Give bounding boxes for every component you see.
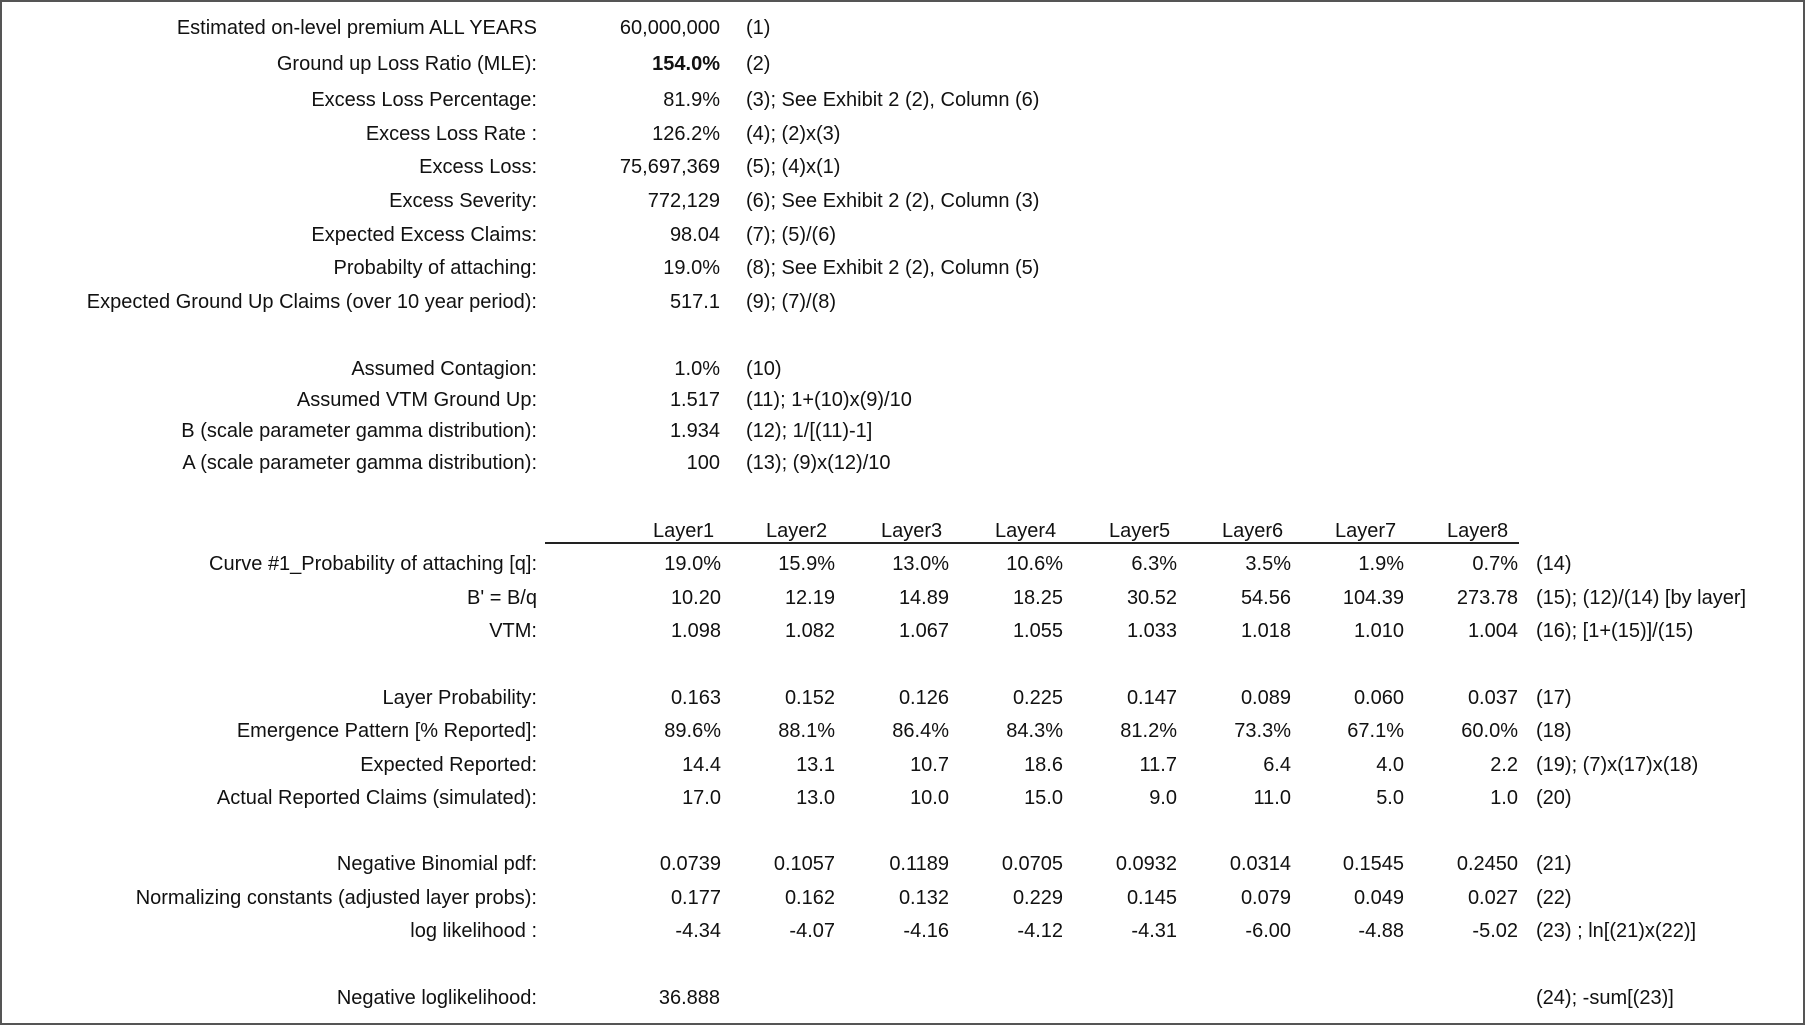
layer-header: Layer4 xyxy=(995,520,1057,542)
layer-row xyxy=(0,883,1807,913)
summary-row xyxy=(0,253,1807,283)
layer-value: 54.56 xyxy=(1240,587,1291,609)
row-note: (7); (5)/(6) xyxy=(746,224,836,246)
layer-value: 88.1% xyxy=(778,720,835,742)
summary-row xyxy=(0,152,1807,182)
row-value: 1.517 xyxy=(669,389,720,411)
layer-value: 10.0 xyxy=(910,787,949,809)
parameter-row xyxy=(0,385,1807,415)
parameter-row xyxy=(0,448,1807,478)
row-label: Normalizing constants (adjusted layer probs): xyxy=(135,887,537,909)
row-note: (19); (7)x(17)x(18) xyxy=(1536,754,1699,776)
row-label: A (scale parameter gamma distribution): xyxy=(182,452,537,474)
layer-value: 13.1 xyxy=(796,754,835,776)
layer-value: 1.004 xyxy=(1467,620,1518,642)
layer-value: 15.0 xyxy=(1024,787,1063,809)
row-value: 517.1 xyxy=(669,291,720,313)
row-value: 1.0% xyxy=(674,358,720,380)
row-label: Estimated on-level premium ALL YEARS xyxy=(176,17,537,39)
layer-value: 0.1189 xyxy=(889,853,949,875)
layer-value: 10.7 xyxy=(910,754,949,776)
layer-value: 17.0 xyxy=(682,787,721,809)
layer-value: 2.2 xyxy=(1490,754,1518,776)
layer-value: 13.0 xyxy=(796,787,835,809)
layer-value: 0.126 xyxy=(898,687,949,709)
layer-value: 89.6% xyxy=(664,720,721,742)
layer-header: Layer8 xyxy=(1447,520,1509,542)
row-label: Layer Probability: xyxy=(382,687,537,709)
layer-value: 0.132 xyxy=(898,887,949,909)
row-note: (2) xyxy=(746,53,771,75)
layer-value: 13.0% xyxy=(892,553,949,575)
row-value: 19.0% xyxy=(663,257,720,279)
layer-value: 14.4 xyxy=(682,754,721,776)
layer-value: 0.037 xyxy=(1467,687,1518,709)
row-label: VTM: xyxy=(489,620,537,642)
summary-row xyxy=(0,186,1807,216)
row-note: (3); See Exhibit 2 (2), Column (6) xyxy=(746,89,1040,111)
layer-row xyxy=(0,750,1807,780)
row-label: Expected Ground Up Claims (over 10 year period): xyxy=(86,291,537,313)
layer-value: 11.0 xyxy=(1253,787,1291,809)
layer-value: 1.0 xyxy=(1490,787,1518,809)
layer-value: 0.027 xyxy=(1467,887,1518,909)
layer-value: 1.9% xyxy=(1358,553,1404,575)
row-note: (9); (7)/(8) xyxy=(746,291,836,313)
row-label: Negative loglikelihood: xyxy=(336,987,537,1009)
row-note: (10) xyxy=(746,358,782,380)
layer-value: 0.162 xyxy=(784,887,835,909)
layer-value: 1.098 xyxy=(670,620,721,642)
final-row xyxy=(0,983,1807,1013)
layer-value: 0.0739 xyxy=(659,853,721,875)
layer-value: 3.5% xyxy=(1245,553,1291,575)
row-note: (23) ; ln[(21)x(22)] xyxy=(1536,920,1697,942)
row-note: (20) xyxy=(1536,787,1572,809)
row-value: 81.9% xyxy=(663,89,720,111)
layer-value: 4.0 xyxy=(1376,754,1404,776)
row-value: 100 xyxy=(686,452,720,474)
layer-row xyxy=(0,616,1807,646)
summary-row xyxy=(0,119,1807,149)
layer-value: 9.0 xyxy=(1149,787,1177,809)
layer-value: -4.16 xyxy=(903,920,949,942)
row-value: 60,000,000 xyxy=(619,17,720,39)
layer-value: 0.147 xyxy=(1126,687,1177,709)
layer-header-underline xyxy=(545,542,1519,544)
row-label: Excess Loss: xyxy=(419,156,537,178)
row-note: (16); [1+(15)]/(15) xyxy=(1536,620,1694,642)
layer-value: 1.055 xyxy=(1012,620,1063,642)
row-value: 154.0% xyxy=(652,53,720,75)
layer-value: 10.6% xyxy=(1006,553,1063,575)
layer-value: 12.19 xyxy=(784,587,835,609)
layer-row xyxy=(0,583,1807,613)
row-note: (18) xyxy=(1536,720,1572,742)
row-label: Probabilty of attaching: xyxy=(333,257,537,279)
layer-value: 0.0932 xyxy=(1115,853,1177,875)
row-label: log likelihood : xyxy=(410,920,537,942)
row-label: Expected Reported: xyxy=(360,754,537,776)
layer-value: 10.20 xyxy=(670,587,721,609)
layer-value: 60.0% xyxy=(1461,720,1518,742)
layer-row xyxy=(0,716,1807,746)
row-label: Assumed Contagion: xyxy=(351,358,537,380)
layer-header: Layer6 xyxy=(1222,520,1284,542)
layer-value: 0.2450 xyxy=(1456,853,1518,875)
row-label: Emergence Pattern [% Reported]: xyxy=(236,720,537,742)
layer-value: 0.225 xyxy=(1012,687,1063,709)
layer-value: 0.7% xyxy=(1472,553,1518,575)
layer-value: 0.079 xyxy=(1240,887,1291,909)
layer-value: 0.1545 xyxy=(1342,853,1404,875)
row-note: (5); (4)x(1) xyxy=(746,156,841,178)
row-note: (1) xyxy=(746,17,771,39)
layer-value: 0.1057 xyxy=(773,853,835,875)
layer-value: 0.0314 xyxy=(1229,853,1291,875)
row-label: Curve #1_Probability of attaching [q]: xyxy=(209,553,537,575)
layer-value: 1.018 xyxy=(1240,620,1291,642)
layer-value: 18.6 xyxy=(1024,754,1063,776)
layer-value: 0.229 xyxy=(1012,887,1063,909)
layer-value: 0.049 xyxy=(1353,887,1404,909)
row-label: Excess Loss Percentage: xyxy=(311,89,537,111)
layer-value: 5.0 xyxy=(1376,787,1404,809)
layer-row xyxy=(0,683,1807,713)
layer-value: 14.89 xyxy=(898,587,949,609)
row-note: (6); See Exhibit 2 (2), Column (3) xyxy=(746,190,1040,212)
row-note: (13); (9)x(12)/10 xyxy=(746,452,891,474)
row-value: 75,697,369 xyxy=(619,156,720,178)
layer-value: 104.39 xyxy=(1342,587,1404,609)
row-label: Excess Severity: xyxy=(389,190,537,212)
layer-row xyxy=(0,549,1807,579)
row-value: 1.934 xyxy=(669,420,720,442)
layer-value: -4.07 xyxy=(789,920,835,942)
layer-value: -4.31 xyxy=(1131,920,1177,942)
layer-value: -5.02 xyxy=(1472,920,1518,942)
layer-value: 0.152 xyxy=(784,687,835,709)
layer-value: 0.0705 xyxy=(1001,853,1063,875)
layer-header: Layer3 xyxy=(881,520,943,542)
layer-value: 11.7 xyxy=(1139,754,1177,776)
row-note: (14) xyxy=(1536,553,1572,575)
row-value: 98.04 xyxy=(669,224,720,246)
row-note: (8); See Exhibit 2 (2), Column (5) xyxy=(746,257,1040,279)
layer-value: 0.145 xyxy=(1126,887,1177,909)
layer-value: 6.3% xyxy=(1131,553,1177,575)
layer-value: 18.25 xyxy=(1012,587,1063,609)
layer-header: Layer5 xyxy=(1109,520,1171,542)
row-value: 126.2% xyxy=(652,123,720,145)
layer-row xyxy=(0,849,1807,879)
layer-value: 0.089 xyxy=(1240,687,1291,709)
row-value: 772,129 xyxy=(647,190,720,212)
layer-value: 19.0% xyxy=(664,553,721,575)
layer-value: 273.78 xyxy=(1456,587,1518,609)
layer-value: 0.060 xyxy=(1353,687,1404,709)
row-label: Expected Excess Claims: xyxy=(311,224,537,246)
row-label: Assumed VTM Ground Up: xyxy=(296,389,537,411)
layer-row xyxy=(0,916,1807,946)
summary-row xyxy=(0,287,1807,317)
layer-value: 67.1% xyxy=(1347,720,1404,742)
parameter-row xyxy=(0,354,1807,384)
row-note: (12); 1/[(11)-1] xyxy=(746,420,873,442)
row-value: 36.888 xyxy=(658,987,720,1009)
layer-value: 1.033 xyxy=(1126,620,1177,642)
layer-value: -4.88 xyxy=(1358,920,1404,942)
parameter-row xyxy=(0,416,1807,446)
layer-row xyxy=(0,783,1807,813)
layer-value: 30.52 xyxy=(1126,587,1177,609)
row-note: (24); -sum[(23)] xyxy=(1536,987,1674,1009)
summary-row xyxy=(0,220,1807,250)
layer-value: -4.12 xyxy=(1017,920,1063,942)
row-label: Actual Reported Claims (simulated): xyxy=(216,787,537,809)
row-note: (15); (12)/(14) [by layer] xyxy=(1536,587,1747,609)
layer-value: 6.4 xyxy=(1263,754,1291,776)
layer-value: 15.9% xyxy=(778,553,835,575)
layer-value: -6.00 xyxy=(1245,920,1291,942)
layer-value: 86.4% xyxy=(892,720,949,742)
layer-header: Layer7 xyxy=(1335,520,1397,542)
layer-value: 84.3% xyxy=(1006,720,1063,742)
layer-value: 0.177 xyxy=(670,887,721,909)
layer-value: -4.34 xyxy=(675,920,721,942)
layer-value: 1.067 xyxy=(898,620,949,642)
layer-value: 73.3% xyxy=(1234,720,1291,742)
summary-row xyxy=(0,49,1807,79)
layer-value: 1.082 xyxy=(784,620,835,642)
row-label: B (scale parameter gamma distribution): xyxy=(181,420,537,442)
layer-header: Layer2 xyxy=(766,520,828,542)
layer-value: 0.163 xyxy=(670,687,721,709)
row-note: (11); 1+(10)x(9)/10 xyxy=(746,389,912,411)
layer-header: Layer1 xyxy=(653,520,715,542)
layer-value: 1.010 xyxy=(1353,620,1404,642)
row-label: Ground up Loss Ratio (MLE): xyxy=(276,53,537,75)
layer-value: 81.2% xyxy=(1120,720,1177,742)
summary-row xyxy=(0,13,1807,43)
row-label: Excess Loss Rate : xyxy=(365,123,537,145)
row-note: (17) xyxy=(1536,687,1572,709)
row-note: (22) xyxy=(1536,887,1572,909)
row-label: Negative Binomial pdf: xyxy=(336,853,537,875)
row-note: (4); (2)x(3) xyxy=(746,123,841,145)
summary-row xyxy=(0,85,1807,115)
row-note: (21) xyxy=(1536,853,1572,875)
row-label: B' = B/q xyxy=(467,587,537,609)
